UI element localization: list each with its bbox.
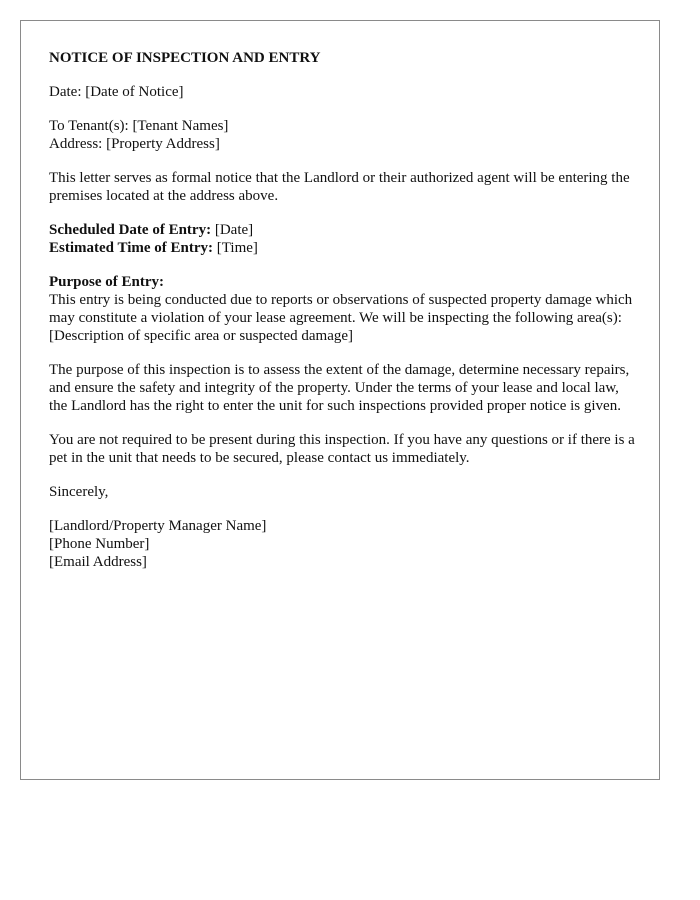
signature-phone: [Phone Number] — [49, 536, 150, 552]
estimated-time-value: [Time] — [213, 240, 258, 256]
intro-paragraph: This letter serves as formal notice that the Landlord or their authorized agent will be entering the premises located at the address above. — [49, 170, 630, 204]
estimated-time-line — [49, 239, 639, 257]
recipient-block — [49, 117, 639, 153]
date-line: Date: [Date of Notice] — [49, 84, 184, 100]
purpose-heading: Purpose of Entry: — [49, 274, 164, 290]
estimated-time-label: Estimated Time of Entry: — [49, 240, 214, 256]
letter-title: NOTICE OF INSPECTION AND ENTRY — [49, 50, 321, 66]
letter-content — [49, 49, 639, 587]
purpose-area: [Description of specific area or suspected damage] — [49, 328, 354, 344]
signature-name: [Landlord/Property Manager Name] — [49, 518, 267, 534]
inspection-paragraph: The purpose of this inspection is to assess the extent of the damage, determine necessary repairs, and ensure the safety and integrity of the property. Under the terms of your lease and local law, the Landlord has the right to enter the unit for such inspections provided proper notice is given. — [49, 362, 630, 414]
closing: Sincerely, — [49, 484, 109, 500]
scheduled-date-label: Scheduled Date of Entry: — [49, 222, 212, 238]
schedule-block — [49, 221, 639, 257]
purpose-block — [49, 273, 639, 345]
letter-page — [20, 20, 660, 780]
purpose-text: This entry is being conducted due to reports or observations of suspected property damage which may constitute a violation of your lease agreement. We will be inspecting the following area(s): — [49, 292, 633, 326]
signature-email: [Email Address] — [49, 554, 147, 570]
presence-paragraph: You are not required to be present during this inspection. If you have any questions or if there is a pet in the unit that needs to be secured, please contact us immediately. — [49, 432, 635, 466]
address-line: Address: [Property Address] — [49, 136, 220, 152]
scheduled-date-line — [49, 221, 639, 239]
signature-block — [49, 517, 639, 571]
tenant-line: To Tenant(s): [Tenant Names] — [49, 118, 229, 134]
scheduled-date-value: [Date] — [211, 222, 254, 238]
